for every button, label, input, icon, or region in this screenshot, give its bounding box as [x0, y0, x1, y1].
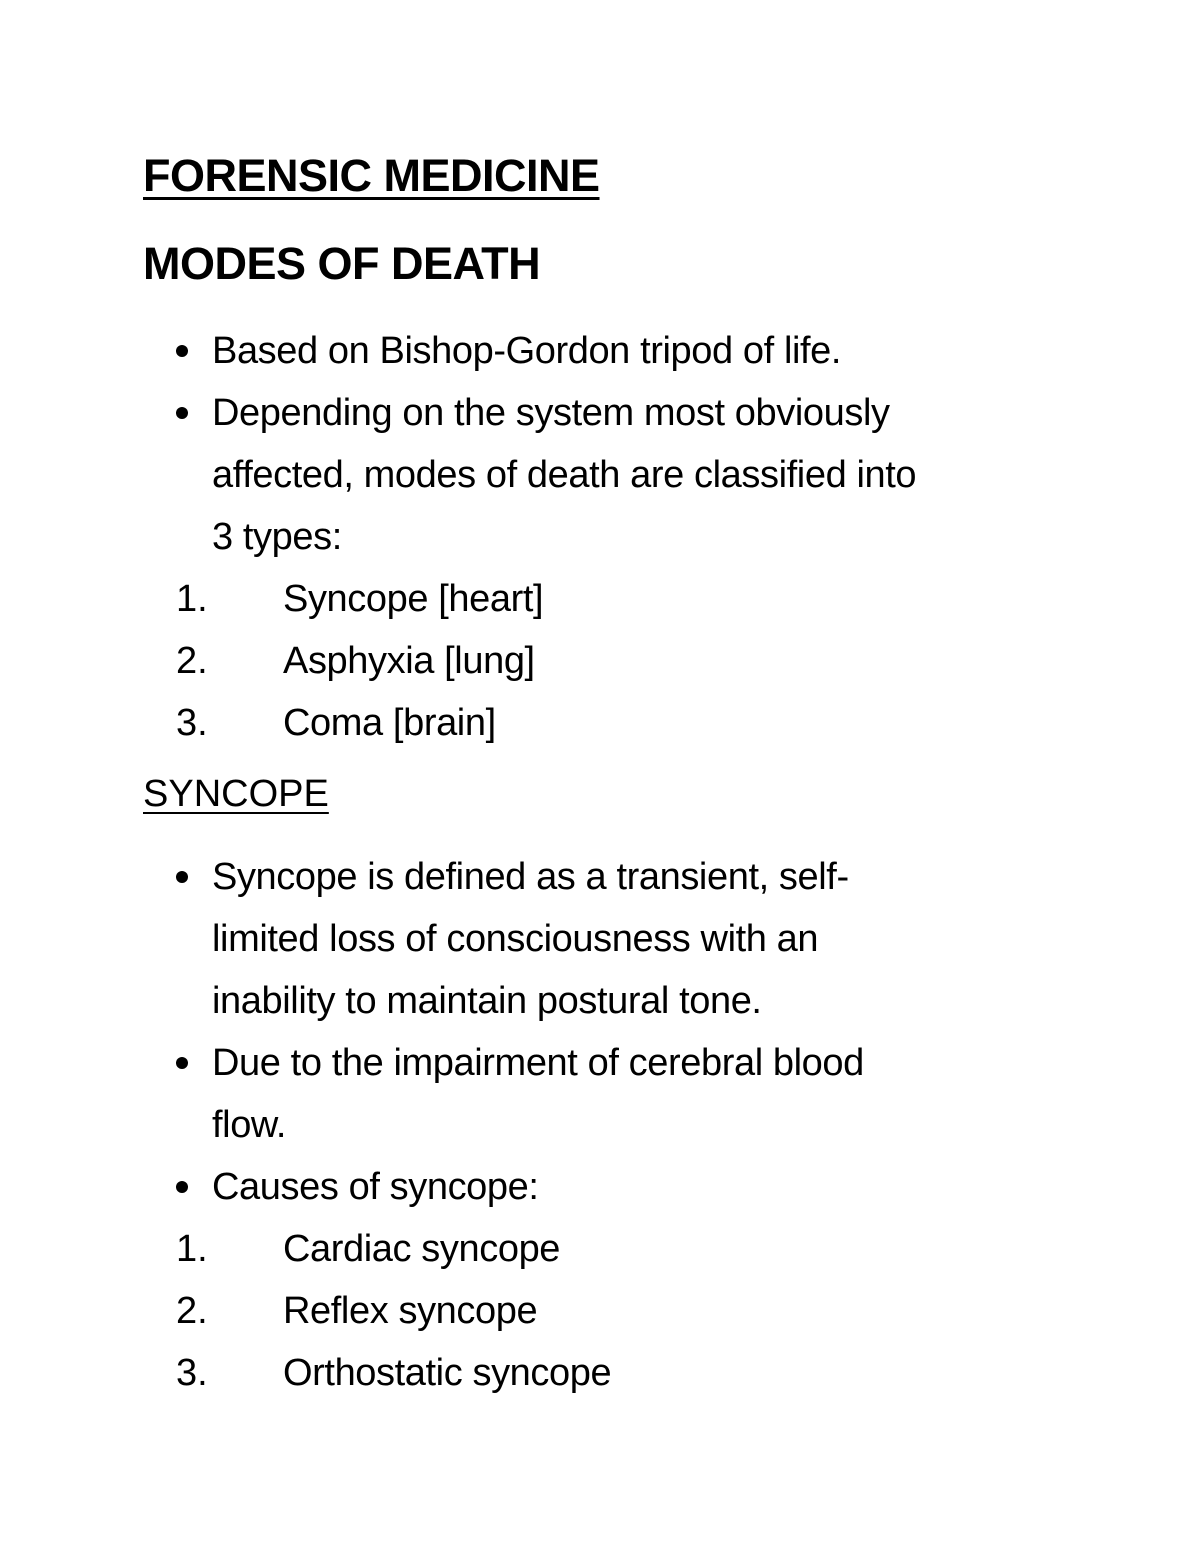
syncope-bullet-1-line-2: limited loss of consciousness with an: [212, 918, 819, 960]
section-heading-syncope: SYNCOPE: [143, 773, 329, 815]
modes-list-item-3: Coma [brain]: [283, 702, 496, 744]
intro-bullet-2-line-3: 3 types:: [212, 516, 342, 558]
causes-list-item-1: Cardiac syncope: [283, 1228, 561, 1270]
modes-list-number-3: 3.: [176, 702, 208, 744]
modes-list-item-1: Syncope [heart]: [283, 578, 544, 620]
bullet-dot-icon: [176, 345, 188, 357]
document-subtitle: MODES OF DEATH: [143, 238, 541, 289]
syncope-bullet-1-line-3: inability to maintain postural tone.: [212, 980, 762, 1022]
causes-list-number-1: 1.: [176, 1228, 208, 1270]
bullet-dot-icon: [176, 871, 188, 883]
bullet-dot-icon: [176, 1181, 188, 1193]
bullet-dot-icon: [176, 1057, 188, 1069]
intro-bullet-2-line-2: affected, modes of death are classified into: [212, 454, 917, 496]
syncope-bullet-1-line-1: Syncope is defined as a transient, self-: [212, 856, 849, 898]
modes-list-number-2: 2.: [176, 640, 208, 682]
syncope-bullet-2-line-1: Due to the impairment of cerebral blood: [212, 1042, 864, 1084]
modes-list-number-1: 1.: [176, 578, 208, 620]
causes-list-number-2: 2.: [176, 1290, 208, 1332]
causes-list-item-2: Reflex syncope: [283, 1290, 538, 1332]
syncope-bullet-2-line-2: flow.: [212, 1104, 287, 1146]
document-title: FORENSIC MEDICINE: [143, 150, 600, 201]
causes-list-number-3: 3.: [176, 1352, 208, 1394]
causes-list-item-3: Orthostatic syncope: [283, 1352, 612, 1394]
bullet-dot-icon: [176, 407, 188, 419]
syncope-bullet-3-line-1: Causes of syncope:: [212, 1166, 539, 1208]
intro-bullet-1-line-1: Based on Bishop-Gordon tripod of life.: [212, 330, 842, 372]
intro-bullet-2-line-1: Depending on the system most obviously: [212, 392, 890, 434]
modes-list-item-2: Asphyxia [lung]: [283, 640, 535, 682]
